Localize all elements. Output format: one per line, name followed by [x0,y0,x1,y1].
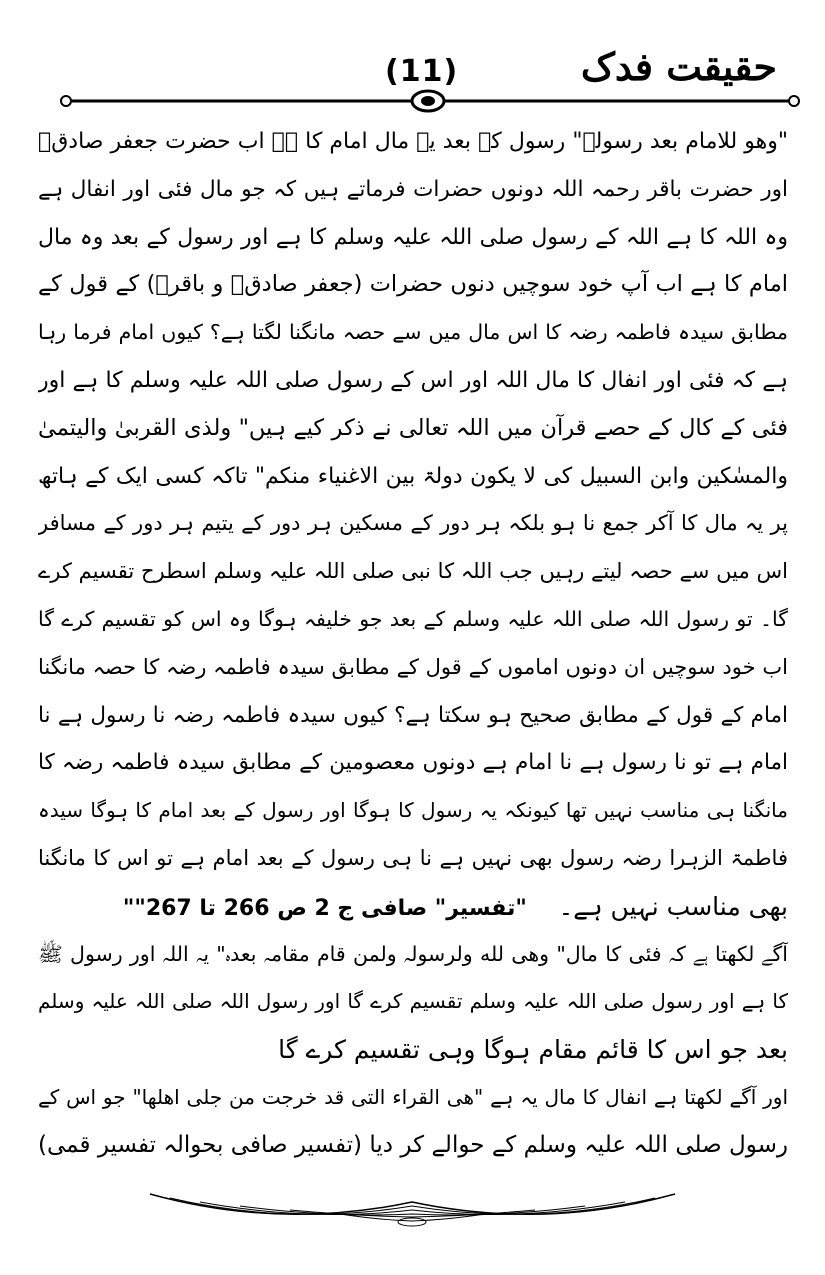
text-line: مانگنا ہی مناسب نہیں تھا کیونکہ یہ رسول کا ہوگا اور رسول کے بعد امام کا ہوگا سیدہ [38,798,788,823]
text-line: وہ اللہ کا ہے اللہ کے رسول صلی اللہ علیہ وسلم کا ہے اور رسول کے بعد وہ مال [38,224,788,250]
text-line: اس میں سے حصہ لیتے رہیں جب اللہ کا نبی صلی اللہ علیہ وسلم اسطرح تقسیم کرے [38,559,788,584]
footer-ornament [140,1172,685,1232]
text-line: امام کا ہے اب آپ خود سوچیں دنوں حضرات (جعفر صادقؑ و باقرؑ) کے قول کے [38,271,788,298]
text-line: "وهو للامام بعد رسولہ" رسول کے بعد یہ مال امام کا ہے اب حضرت جعفر صادقؑ [38,129,788,154]
text-line: بعد جو اس کا قائم مقام ہوگا وہی تقسیم کرے گا [278,1035,788,1065]
text-line: بھی مناسب نہیں ہے۔ [558,891,788,921]
text-line: اور حضرت باقر رحمہ اللہ دونوں حضرات فرماتے ہیں کہ جو مال فئی اور انفال ہے [38,176,788,202]
text-line: اور آگے لکھتا ہے انفال کا مال یہ ہے "هی القراء التی قد خرجت من جلی اهلها" جو اس کے [38,1084,788,1109]
text-line: کا ہے اور رسول صلی اللہ علیہ وسلم تقسیم کرے گا اور رسول اللہ صلی اللہ علیہ وسلم [38,989,788,1014]
text-line: امام کے قول کے مطابق صحیح ہو سکتا ہے؟ کیوں سیدہ فاطمہ رضہ نا رسول ہے نا [38,702,788,728]
text-line: اب خود سوچیں ان دونوں اماموں کے قول کے مطابق سیدہ فاطمہ رضہ کا حصہ مانگنا [38,654,788,679]
body-text [38,118,788,1170]
book-title: حقیقت فدک [580,44,777,89]
text-line: پر یہ مال کا آکر جمع نا ہو بلکہ ہر دور کے مسکین ہر دور کے یتیم ہر دور کے مسافر [38,511,788,536]
text-line: والمسٰکین وابن السبیل کی لا یکون دولۃ بین الاغنیاء منکم" تاکہ کسی ایک کے ہاتھ [38,463,788,489]
page-number: (11) [385,54,459,89]
text-line: امام ہے تو نا رسول ہے نا امام ہے دونوں معصومین کے مطابق سیدہ فاطمہ رضہ کا [38,750,788,776]
text-line: گا۔ تو رسول اللہ صلی اللہ علیہ وسلم کے بعد جو خلیفہ ہوگا وہ اس کو تقسیم کرے گا [38,606,788,631]
text-line: رسول صلی اللہ علیہ وسلم کے حوالے کر دیا (تفسیر صافی بحوالہ تفسیر قمی) [38,1131,788,1158]
text-line: آگے لکھتا ہے کہ فئی کا مال" وهی لله ولرسولہ ولمن قام مقامہ بعدہ" یہ اللہ اور رسول ﷺ [38,941,788,966]
text-line: فئی کے کال کے حصے قرآن میں اللہ تعالی نے ذکر کیے ہیں" ولذی القربیٰ والیتمیٰ [38,414,788,441]
citation-reference: "تفسیر" صافی ج 2 ص 266 تا 267"" [122,895,527,921]
text-line: مطابق سیدہ فاطمہ رضہ کا اس مال میں سے حصہ مانگنا لگتا ہے؟ کیوں امام فرما رہا [38,320,788,345]
text-line-with-reference [38,883,788,931]
text-line: فاطمۃ الزہرا رضہ رسول بھی نہیں ہے نا ہی رسول کے بعد امام ہے تو اس کا مانگنا [38,845,788,870]
text-line: ہے کہ فئی اور انفال کا مال اللہ اور اس کے رسول صلی اللہ علیہ وسلم کا ہے اور [38,367,788,393]
